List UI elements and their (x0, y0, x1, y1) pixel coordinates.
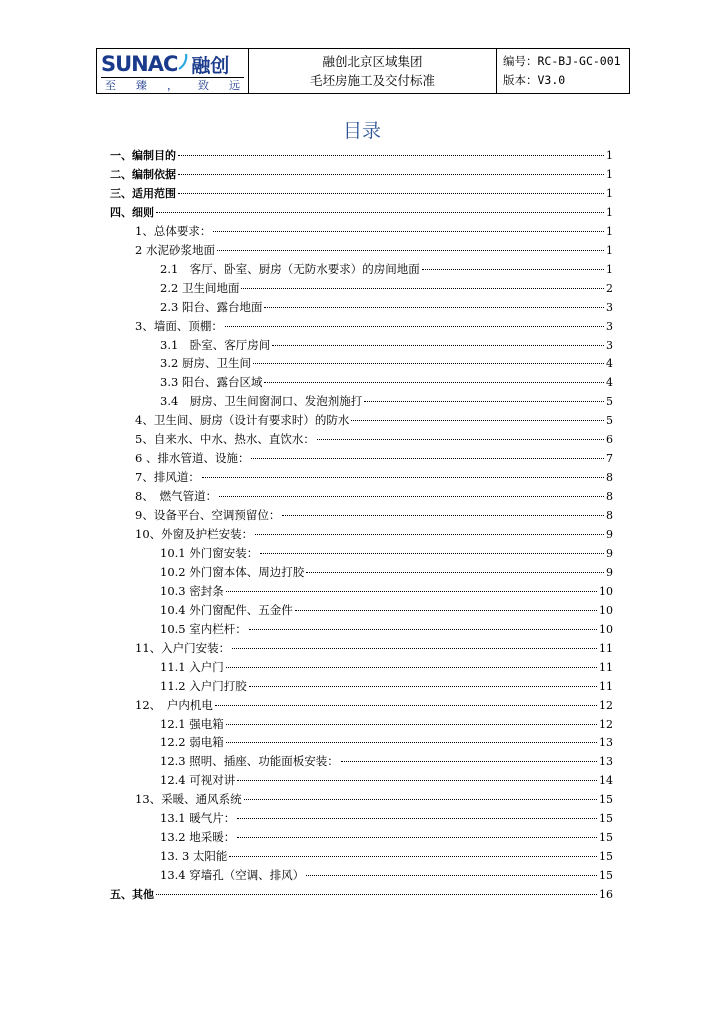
toc-entry[interactable] (135, 697, 613, 716)
toc-leader-dots (251, 458, 604, 459)
toc-entry-page: 1 (606, 167, 613, 181)
toc-entry-label: 三、适用范围 (110, 186, 176, 200)
toc-entry-label: 12.4 可视对讲 (160, 773, 236, 788)
toc-entry-label: 13. 3 太阳能 (160, 849, 228, 864)
logo-slogan: 至 臻 ， 致 远 (101, 77, 244, 92)
toc-entry-page: 4 (606, 357, 613, 371)
toc-entry-page: 7 (606, 452, 613, 466)
toc-entry[interactable] (135, 450, 613, 469)
toc-entry-page: 11 (599, 660, 613, 674)
toc-leader-dots (156, 894, 597, 895)
toc-leader-dots (232, 648, 597, 649)
toc-entry[interactable] (160, 867, 613, 886)
toc-entry[interactable] (135, 318, 613, 337)
toc-leader-dots (226, 667, 597, 668)
toc-leader-dots (249, 686, 597, 687)
document-header (96, 48, 630, 94)
toc-entry[interactable] (135, 431, 613, 450)
toc-entry-label: 4、卫生间、厨房（设计有要求时）的防水 (135, 413, 350, 428)
toc-entry-label: 10.3 密封条 (160, 583, 224, 598)
toc-entry-label: 11、入户门安装： (135, 640, 231, 655)
logo-swoosh-icon (178, 53, 188, 75)
toc-leader-dots (260, 553, 604, 554)
toc-entry[interactable] (135, 488, 613, 507)
toc-entry-page: 15 (599, 850, 613, 864)
toc-leader-dots (225, 326, 604, 327)
toc-entry-label: 2.2 卫生间地面 (160, 280, 240, 295)
toc-entry-label: 12.1 强电箱 (160, 716, 224, 731)
toc-entry[interactable] (135, 469, 613, 488)
toc-entry[interactable] (160, 374, 613, 393)
toc-entry[interactable] (135, 507, 613, 526)
toc-entry-label: 10.5 室内栏杆： (160, 621, 247, 636)
toc-entry[interactable] (160, 280, 613, 299)
toc-entry[interactable] (135, 526, 613, 545)
header-title-cell (249, 49, 497, 93)
toc-entry-label: 10.2 外门窗本体、周边打胶 (160, 564, 305, 579)
toc-leader-dots (215, 705, 597, 706)
toc-entry-page: 16 (599, 888, 613, 902)
toc-entry-page: 13 (599, 755, 613, 769)
toc-entry-page: 1 (606, 149, 613, 162)
toc-entry-page: 2 (606, 281, 613, 295)
toc-entry-label: 二、编制依据 (110, 167, 176, 181)
toc-entry-page: 10 (599, 622, 613, 636)
toc-entry-page: 10 (599, 603, 613, 617)
document-title: 毛坯房施工及交付标准 (309, 73, 435, 88)
toc-entry-label: 13.2 地采暖： (160, 830, 236, 845)
toc-leader-dots (178, 155, 604, 156)
toc-entry[interactable] (160, 621, 613, 640)
toc-leader-dots (213, 231, 604, 232)
toc-entry-page: 1 (606, 243, 613, 257)
toc-entry-page: 15 (599, 812, 613, 826)
toc-entry-page: 5 (606, 395, 613, 409)
toc-entry-page: 8 (606, 490, 613, 504)
toc-entry-page: 4 (606, 376, 613, 390)
toc-leader-dots (219, 496, 604, 497)
toc-entry-label: 13.4 穿墙孔（空调、排风） (160, 868, 305, 883)
toc-entry-label: 12.2 弱电箱 (160, 735, 224, 750)
toc-entry[interactable] (160, 602, 613, 621)
toc-leader-dots (317, 439, 604, 440)
toc-entry[interactable] (160, 355, 613, 374)
toc-entry-label: 13、采暖、通风系统 (135, 792, 242, 807)
toc-leader-dots (217, 250, 604, 251)
toc-leader-dots (295, 610, 597, 611)
toc-entry-page: 1 (606, 262, 613, 276)
toc-entry[interactable] (160, 734, 613, 753)
logo-chinese-text: 融创 (191, 54, 230, 77)
toc-entry[interactable] (135, 640, 613, 659)
toc-entry-page: 3 (606, 319, 613, 333)
toc-entry[interactable] (160, 583, 613, 602)
toc-entry-page: 15 (599, 831, 613, 845)
toc-entry-label: 10、外窗及护栏安装： (135, 527, 254, 541)
toc-entry-label: 五、其他 (110, 888, 154, 902)
organization-name: 融创北京区域集团 (322, 54, 423, 69)
toc-leader-dots (226, 742, 597, 743)
toc-entry-page: 1 (606, 224, 613, 238)
toc-entry-page: 11 (599, 679, 613, 693)
toc-entry[interactable] (160, 829, 613, 848)
toc-title: 目录 (342, 120, 381, 142)
toc-entry[interactable] (135, 412, 613, 431)
toc-entry-label: 3.3 阳台、露台区域 (160, 375, 263, 390)
toc-entry-page: 9 (606, 528, 613, 541)
toc-entry[interactable] (160, 659, 613, 678)
toc-leader-dots (178, 174, 604, 175)
header-info-cell (497, 49, 629, 93)
toc-entry[interactable] (110, 185, 613, 204)
toc-entry-label: 3.1 卧室、客厅房间 (160, 337, 271, 352)
toc-entry-page: 1 (606, 186, 613, 200)
toc-entry[interactable] (160, 810, 613, 829)
toc-entry-label: 1、总体要求： (135, 223, 212, 238)
toc-entry[interactable] (110, 886, 613, 905)
toc-leader-dots (306, 572, 604, 573)
toc-entry-page: 12 (599, 717, 613, 731)
toc-entry-label: 10.1 外门窗安装： (160, 545, 259, 560)
toc-leader-dots (264, 307, 604, 308)
toc-entry[interactable] (135, 791, 613, 810)
toc-entry-page: 14 (599, 774, 613, 788)
toc-entry[interactable] (160, 716, 613, 735)
toc-entry-label: 11.2 入户门打胶 (160, 678, 247, 693)
toc-entry-label: 11.1 入户门 (160, 659, 224, 674)
toc-entry[interactable] (160, 848, 613, 867)
toc-leader-dots (282, 515, 604, 516)
toc-entry-page: 15 (599, 869, 613, 883)
toc-leader-dots (156, 212, 604, 213)
toc-entry[interactable] (160, 299, 613, 318)
toc-entry-label: 9、设备平台、空调预留位： (135, 508, 281, 523)
toc-entry[interactable] (110, 166, 613, 185)
toc-entry-page: 9 (606, 546, 613, 560)
toc-entry-page: 3 (606, 300, 613, 314)
toc-leader-dots (178, 193, 604, 194)
toc-entry-page: 12 (599, 698, 613, 712)
toc-entry[interactable] (160, 678, 613, 697)
toc-entry-label: 2.1 客厅、卧室、厨房（无防水要求）的房间地面 (160, 261, 420, 276)
company-logo (97, 49, 249, 93)
toc-entry[interactable] (160, 261, 613, 280)
toc-leader-dots (237, 780, 597, 781)
toc-entry[interactable] (110, 204, 613, 223)
toc-leader-dots (249, 629, 597, 630)
toc-leader-dots (229, 856, 597, 857)
toc-entry-page: 6 (606, 433, 613, 447)
toc-leader-dots (264, 382, 604, 383)
toc-leader-dots (255, 534, 604, 535)
toc-entry-label: 13.1 暖气片： (160, 811, 236, 826)
toc-entry-label: 2 水泥砂浆地面 (135, 242, 215, 257)
toc-leader-dots (306, 875, 597, 876)
toc-entry-label: 3.2 厨房、卫生间 (160, 356, 251, 371)
toc-entry-label: 3.4 厨房、卫生间窗洞口、发泡剂施打 (160, 394, 363, 409)
toc-entry-page: 1 (606, 205, 613, 219)
toc-entry[interactable] (160, 545, 613, 564)
toc-entry[interactable] (160, 393, 613, 412)
toc-entry-label: 10.4 外门窗配件、五金件 (160, 602, 293, 617)
toc-entry[interactable] (160, 564, 613, 583)
toc-entry[interactable] (160, 772, 613, 791)
toc-leader-dots (351, 420, 604, 421)
toc-entry[interactable] (135, 223, 613, 242)
toc-entry-label: 5、自来水、中水、热水、直饮水： (135, 432, 315, 447)
toc-entry[interactable] (160, 753, 613, 772)
toc-entry-page: 11 (599, 641, 613, 655)
toc-entry-label: 12.3 照明、插座、功能面板安装： (160, 754, 339, 769)
toc-leader-dots (226, 591, 597, 592)
document-version: 版本：V3.0 (503, 73, 566, 87)
toc-leader-dots (422, 269, 604, 270)
toc-entry-page: 10 (599, 584, 613, 598)
toc-leader-dots (253, 363, 604, 364)
toc-entry-page: 9 (606, 565, 613, 579)
toc-leader-dots (237, 837, 597, 838)
toc-entry-label: 8、 燃气管道： (135, 489, 218, 504)
toc-entry[interactable] (160, 337, 613, 356)
toc-leader-dots (364, 401, 604, 402)
toc-entry[interactable] (110, 147, 613, 166)
toc-entry-label: 6 、排水管道、设施： (135, 451, 250, 466)
toc-leader-dots (272, 345, 604, 346)
toc-entry-page: 3 (606, 338, 613, 352)
toc-leader-dots (341, 761, 597, 762)
toc-entry-page: 13 (599, 736, 613, 750)
toc-entry-page: 5 (606, 414, 613, 428)
toc-entry[interactable] (135, 242, 613, 261)
toc-entry-page: 15 (599, 793, 613, 807)
toc-entry-label: 2.3 阳台、露台地面 (160, 299, 263, 314)
toc-entry-label: 3、墙面、顶棚： (135, 318, 223, 333)
toc-entry-page: 8 (606, 471, 613, 485)
toc-leader-dots (241, 288, 604, 289)
toc-entry-label: 四、细则 (110, 205, 154, 219)
toc-leader-dots (226, 724, 597, 725)
toc-leader-dots (237, 818, 597, 819)
document-code: 编号：RC-BJ-GC-001 (503, 54, 621, 68)
toc-leader-dots (202, 477, 604, 478)
toc-entry-label: 12、 户内机电 (135, 697, 213, 712)
toc-entry-label: 一、编制目的 (110, 149, 176, 162)
toc-entry-label: 7、排风道： (135, 470, 200, 485)
toc-entry-page: 8 (606, 509, 613, 523)
logo-brand-text: SUNAC (101, 52, 178, 76)
toc-leader-dots (244, 799, 597, 800)
